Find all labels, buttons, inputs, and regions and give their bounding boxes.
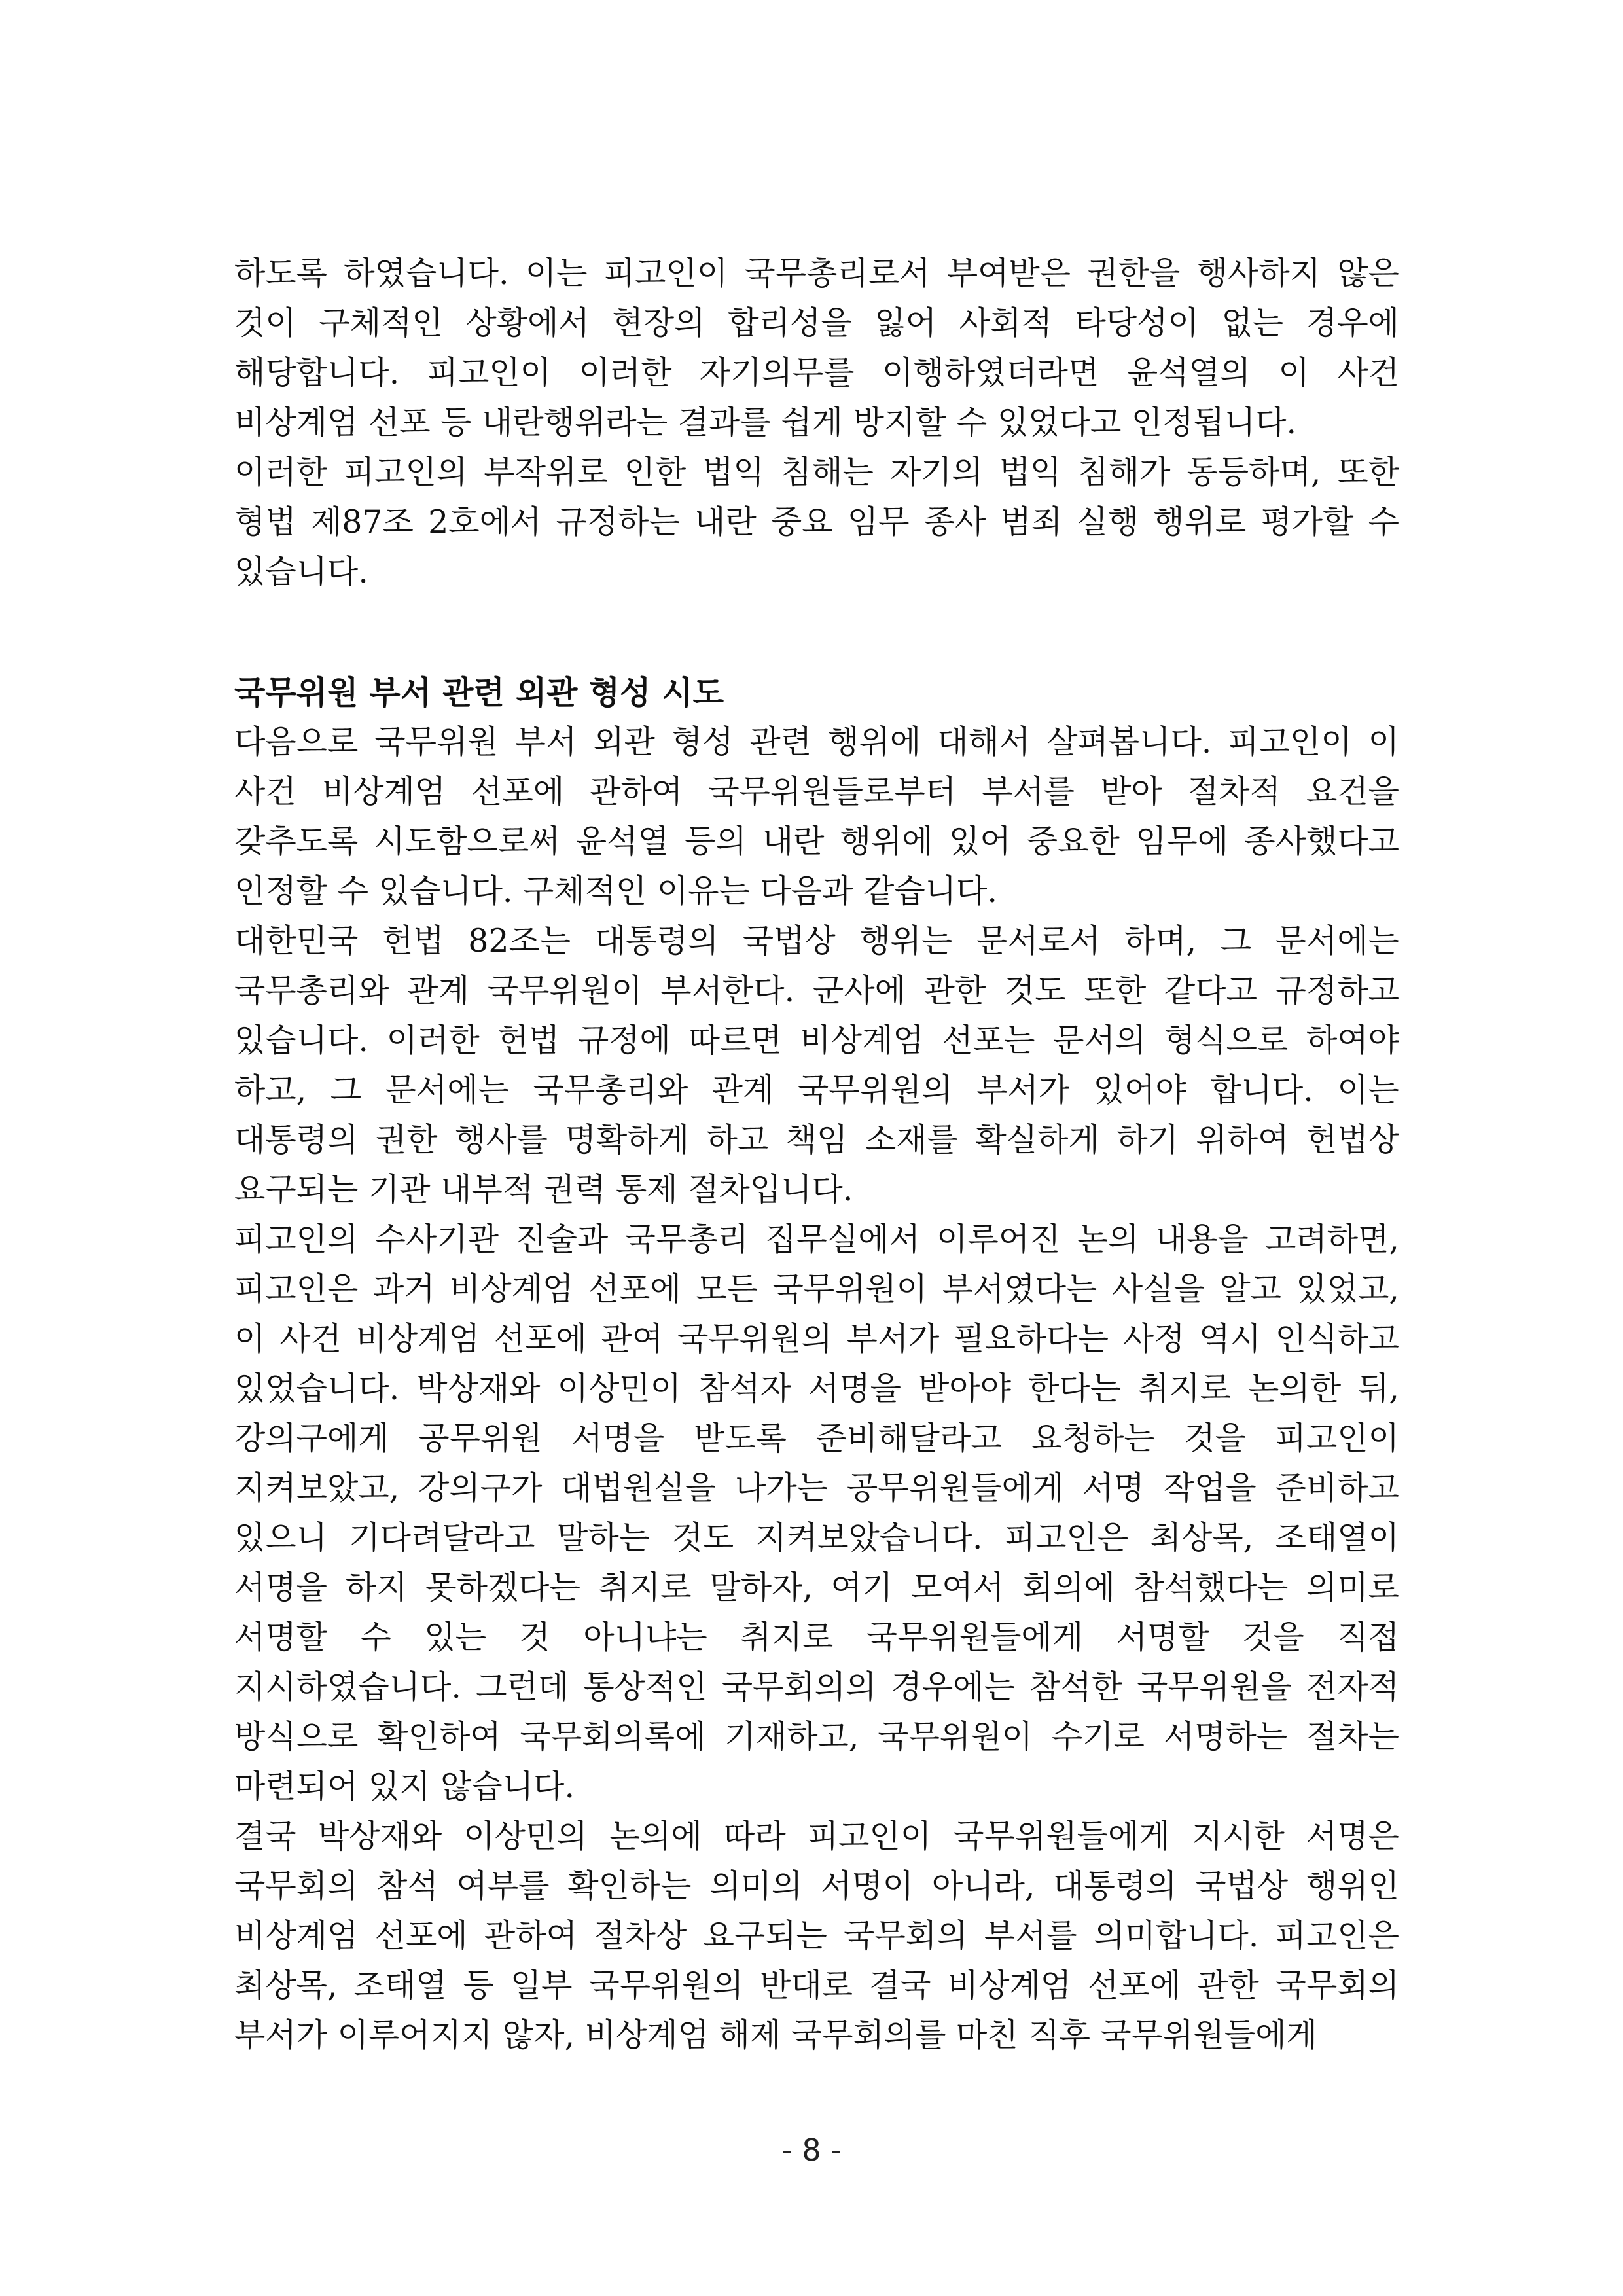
paragraph: 대한민국 헌법 82조는 대통령의 국법상 행위는 문서로서 하며, 그 문서에는 국무총리와 관계 국무위원이 부서한다. 군사에 관한 것도 또한 같다고 규정하고 있습니다. 이러한 헌법 규정에 따르면 비상계엄 선포는 문서의 형식으로 하여야 하고, 그 문서에는 국무총리와 관계 국무위원의 부서가 있어야 합니다. 이는 대통령의 권한 행사를 명확하게 하고 책임 소재를 확실하게 하기 위하여 헌법상 요구되는 기관 내부적 권력 통제 절차입니다. [234,922,1399,1208]
paragraph: 다음으로 국무위원 부서 외관 형성 관련 행위에 대해서 살펴봅니다. 피고인이 이 사건 비상계엄 선포에 관하여 국무위원들로부터 부서를 받아 절차적 요건을 갖추도록 시도함으로써 윤석열 등의 내란 행위에 있어 중요한 임무에 종사했다고 인정할 수 있습니다. 구체적인 이유는 다음과 같습니다. [234,723,1399,910]
paragraph: 하도록 하였습니다. 이는 피고인이 국무총리로서 부여받은 권한을 행사하지 않은 것이 구체적인 상황에서 현장의 합리성을 잃어 사회적 타당성이 없는 경우에 해당합니다. 피고인이 이러한 자기의무를 이행하였더라면 윤석열의 이 사건 비상계엄 선포 등 내란행위라는 결과를 쉽게 방지할 수 있었다고 인정됩니다. [234,255,1399,441]
paragraph: 이러한 피고인의 부작위로 인한 법익 침해는 자기의 법익 침해가 동등하며, 또한 형법 제87조 2호에서 규정하는 내란 중요 임무 종사 범죄 실행 행위로 평가할 수 있습니다. [234,454,1399,590]
paragraph: 결국 박상재와 이상민의 논의에 따라 피고인이 국무위원들에게 지시한 서명은 국무회의 참석 여부를 확인하는 의미의 서명이 아니라, 대통령의 국법상 행위인 비상계엄 선포에 관하여 절차상 요구되는 국무회의 부서를 의미합니다. 피고인은 최상목, 조태열 등 일부 국무위원의 반대로 결국 비상계엄 선포에 관한 국무회의 부서가 이루어지지 않자, 비상계엄 해제 국무회의를 마친 직후 국무위원들에게 [234,1818,1399,2054]
section-heading: 국무위원 부서 관련 외관 형성 시도 [234,673,724,711]
section-spacer [234,597,1399,668]
page-number: - 8 - [781,2132,842,2168]
document-body [234,249,1399,2060]
paragraph: 피고인의 수사기관 진술과 국무총리 집무실에서 이루어진 논의 내용을 고려하면, 피고인은 과거 비상계엄 선포에 모든 국무위원이 부서였다는 사실을 알고 있었고, 이 사건 비상계엄 선포에 관여 국무위원의 부서가 필요하다는 사정 역시 인식하고 있었습니다. 박상재와 이상민이 참석자 서명을 받아야 한다는 취지로 논의한 뒤, 강의구에게 공무위원 서명을 받도록 준비해달라고 요청하는 것을 피고인이 지켜보았고, 강의구가 대법원실을 나가는 공무위원들에게 서명 작업을 준비하고 있으니 기다려달라고 말하는 것도 지켜보았습니다. 피고인은 최상목, 조태열이 서명을 하지 못하겠다는 취지로 말하자, 여기 모여서 회의에 참석했다는 의미로 서명할 수 있는 것 아니냐는 취지로 국무위원들에게 서명할 것을 직접 지시하였습니다. 그런데 통상적인 국무회의의 경우에는 참석한 국무위원을 전자적 방식으로 확인하여 국무회의록에 기재하고, 국무위원이 수기로 서명하는 절차는 마련되어 있지 않습니다. [234,1221,1399,1805]
